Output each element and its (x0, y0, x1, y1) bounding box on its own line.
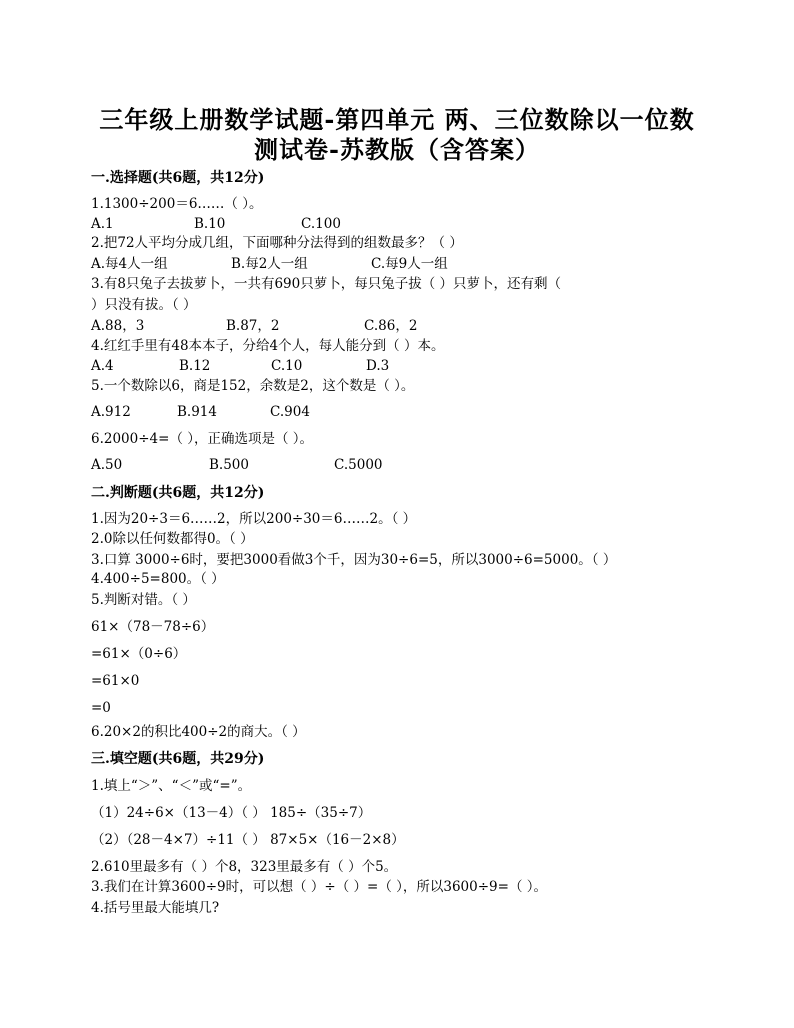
question-2-3: 3.口算 3000÷6时，要把3000看做3个千，因为30÷6=5，所以3000÷6=5000。（ ） (91, 552, 617, 568)
question-2-1: 1.因为20÷3＝6……2，所以200÷30＝6……2。（ ） (91, 511, 417, 527)
question-3-1-part-2: （2）（28－4×7）÷11（ ） 87×5×（16－2×8） (91, 832, 405, 848)
section-header-fill-blank: 三.填空题(共6题，共29分) (91, 751, 265, 767)
question-2-5-step-1: 61×（78－78÷6） (91, 619, 215, 635)
option-d: D.3 (366, 358, 390, 374)
option-b: B.每2人一组 (231, 256, 308, 272)
question-2-6: 6.20×2的积比400÷2的商大。（ ） (91, 724, 306, 740)
option-a: A.每4人一组 (91, 256, 168, 272)
option-a: A.88，3 (91, 318, 145, 334)
question-2-2: 2.0除以任何数都得0。（ ） (91, 531, 254, 547)
option-b: B.914 (177, 404, 217, 420)
question-1-2: 2.把72人平均分成几组，下面哪种分法得到的组数最多？（ ） (91, 235, 463, 251)
question-2-4: 4.400÷5=800。（ ） (91, 571, 225, 587)
option-b: B.87，2 (226, 318, 280, 334)
question-2-5-step-4: =0 (91, 700, 111, 716)
option-b: B.500 (209, 457, 249, 473)
option-a: A.1 (91, 216, 114, 232)
question-2-5-step-2: =61×（0÷6） (91, 646, 187, 662)
option-c: C.86，2 (364, 318, 418, 334)
section-header-judgement: 二.判断题(共6题，共12分) (91, 485, 265, 501)
question-1-5: 5.一个数除以6，商是152，余数是2，这个数是（ ）。 (91, 378, 415, 394)
option-c: C.100 (301, 216, 341, 232)
option-c: C.5000 (334, 457, 383, 473)
question-2-5-step-3: =61×0 (91, 673, 140, 689)
option-a: A.50 (91, 457, 123, 473)
option-c: C.每9人一组 (371, 256, 448, 272)
question-1-4: 4.红红手里有48本本子，分给4个人，每人能分到（ ）本。 (91, 338, 445, 354)
page-title-line-1: 三年级上册数学试题-第四单元 两、三位数除以一位数 (99, 105, 695, 134)
option-a: A.912 (91, 404, 131, 420)
question-3-2: 2.610里最多有（ ）个8，323里最多有（ ）个5。 (91, 859, 398, 875)
question-3-1: 1.填上“＞”、“＜”或“=”。 (91, 778, 252, 794)
option-b: B.10 (194, 216, 226, 232)
question-1-1: 1.1300÷200＝6……（ ）。 (91, 196, 263, 212)
question-2-5: 5.判断对错。（ ） (91, 592, 196, 608)
question-1-3-line-2: ）只没有拔。（ ） (91, 297, 197, 313)
option-c: C.10 (271, 358, 303, 374)
question-1-3-line-1: 3.有8只兔子去拔萝卜，一共有690只萝卜，每只兔子拔（ ）只萝卜，还有剩（ (91, 276, 562, 292)
section-header-choice: 一.选择题(共6题，共12分) (91, 170, 265, 186)
option-c: C.904 (270, 404, 310, 420)
question-3-1-part-1: （1）24÷6×（13－4）（ ） 185÷（35÷7） (91, 805, 372, 821)
option-a: A.4 (91, 358, 114, 374)
question-3-4: 4.括号里最大能填几? (91, 900, 220, 916)
page-title-line-2: 测试卷-苏教版（含答案） (254, 135, 540, 164)
question-1-6: 6.2000÷4=（ ），正确选项是（ ）。 (91, 431, 314, 447)
option-b: B.12 (179, 358, 211, 374)
question-3-3: 3.我们在计算3600÷9时，可以想（ ）÷（ ）=（ ），所以3600÷9=（ ）。 (91, 879, 547, 895)
